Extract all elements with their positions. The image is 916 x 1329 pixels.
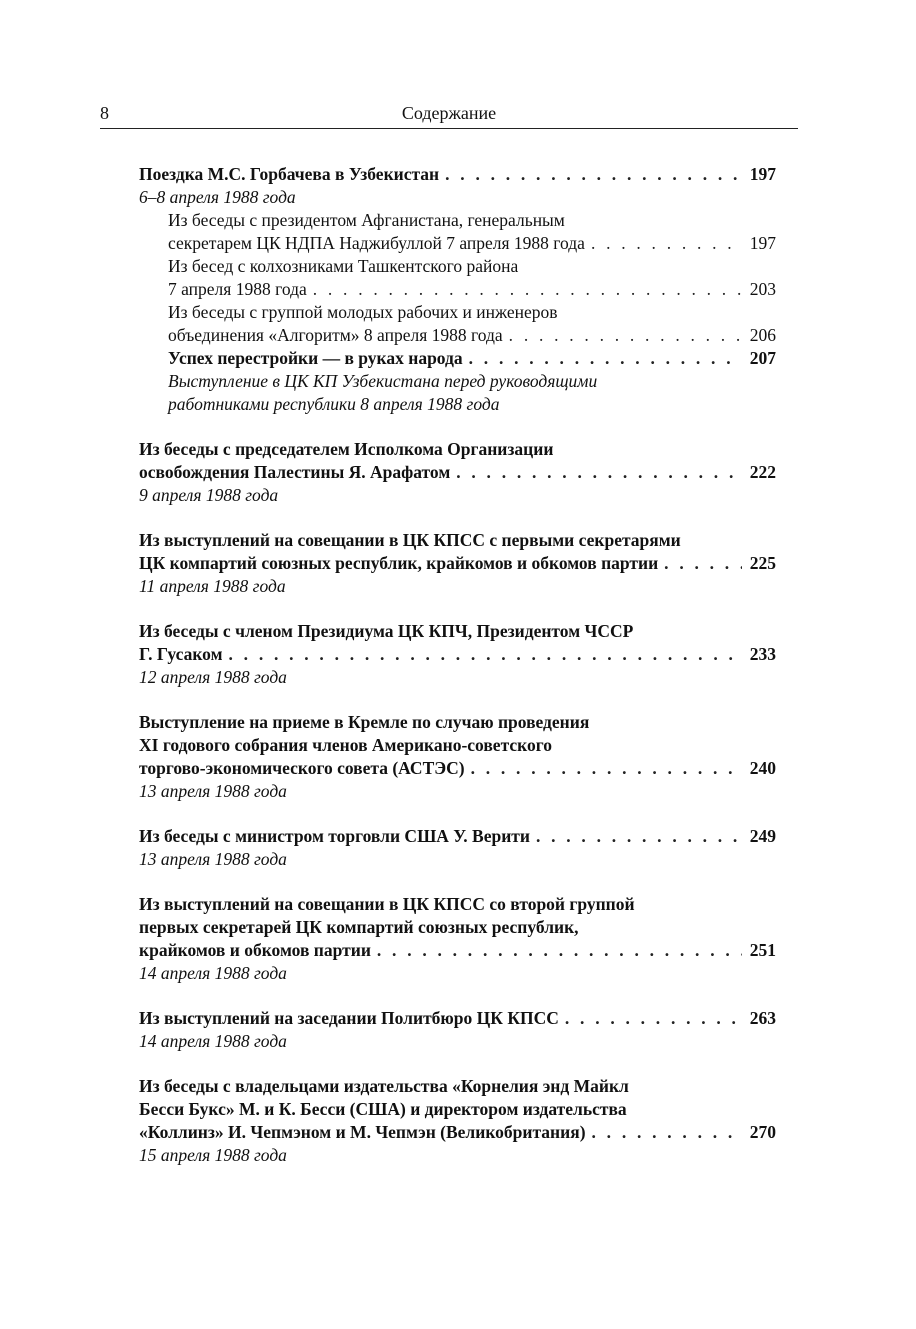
entry-date: 9 апреля 1988 года bbox=[139, 485, 279, 505]
toc-entry bbox=[139, 893, 776, 985]
toc-subentry bbox=[139, 255, 776, 301]
leader-dots bbox=[469, 347, 742, 370]
entry-date: 13 апреля 1988 года bbox=[139, 781, 287, 801]
toc-subentry bbox=[139, 301, 776, 347]
page-ref: 206 bbox=[749, 325, 776, 345]
toc-subentry bbox=[139, 347, 776, 416]
toc-entry bbox=[139, 163, 776, 416]
toc-title-line: Из выступлений на совещании в ЦК КПСС со второй группой bbox=[139, 894, 635, 914]
toc-title-line: Из беседы с членом Президиума ЦК КПЧ, Президентом ЧССР bbox=[139, 621, 634, 641]
entry-date: 14 апреля 1988 года bbox=[139, 963, 287, 983]
subentry-last-line[interactable]: 7 апреля 1988 года . . . 203 bbox=[168, 278, 776, 301]
toc-title-last-line[interactable]: освобождения Палестины Я. Арафатом . . . 222 bbox=[139, 461, 776, 484]
leader-dots bbox=[445, 163, 742, 186]
toc-title-last-line[interactable]: Г. Гусаком . . . 233 bbox=[139, 643, 776, 666]
leader-dots bbox=[592, 1121, 742, 1144]
page-ref: 197 bbox=[749, 164, 776, 184]
toc-title-line: Из беседы с председателем Исполкома Организации bbox=[139, 439, 554, 459]
entry-date: 14 апреля 1988 года bbox=[139, 1031, 287, 1051]
entry-date: 11 апреля 1988 года bbox=[139, 576, 286, 596]
leader-dots bbox=[456, 461, 742, 484]
toc-title-last-line[interactable]: крайкомов и обкомов партии . . . 251 bbox=[139, 939, 776, 962]
leader-dots bbox=[377, 939, 742, 962]
entry-date: 13 апреля 1988 года bbox=[139, 849, 287, 869]
leader-dots bbox=[664, 552, 742, 575]
subentry-line: Из бесед с колхозниками Ташкентского района bbox=[168, 256, 519, 276]
page-ref: 251 bbox=[749, 940, 776, 960]
entry-date: 6–8 апреля 1988 года bbox=[139, 187, 296, 207]
toc-entry bbox=[139, 438, 776, 507]
leader-dots bbox=[313, 278, 742, 301]
leader-dots bbox=[591, 232, 742, 255]
leader-dots bbox=[509, 324, 742, 347]
page-ref: 263 bbox=[749, 1008, 776, 1028]
leader-dots bbox=[229, 643, 742, 666]
toc-title-line: Из выступлений на совещании в ЦК КПСС с первыми секретарями bbox=[139, 530, 681, 550]
toc-title-last-line[interactable]: ЦК компартий союзных республик, крайкомов и обкомов партии . . . 225 bbox=[139, 552, 776, 575]
toc-entry bbox=[139, 1007, 776, 1053]
table-of-contents bbox=[139, 163, 776, 1189]
toc-subentry bbox=[139, 209, 776, 255]
toc-title-line[interactable]: Поездка М.С. Горбачева в Узбекистан . . . 197 bbox=[139, 163, 776, 186]
toc-title-line: первых секретарей ЦК компартий союзных республик, bbox=[139, 917, 579, 937]
toc-entry bbox=[139, 620, 776, 689]
subentry-last-line[interactable]: секретарем ЦК НДПА Наджибуллой 7 апреля 1988 года . . . 197 bbox=[168, 232, 776, 255]
toc-title-last-line[interactable]: торгово-экономического совета (АСТЭС) . . . 240 bbox=[139, 757, 776, 780]
subentry-title-line[interactable]: Успех перестройки — в руках народа . . . 207 bbox=[168, 347, 776, 370]
running-title: Содержание bbox=[401, 103, 497, 123]
subentry-note: Выступление в ЦК КП Узбекистана перед руководящими bbox=[168, 371, 598, 391]
toc-title-line: Бесси Букс» М. и К. Бесси (США) и директором издательства bbox=[139, 1099, 627, 1119]
entry-date: 15 апреля 1988 года bbox=[139, 1145, 287, 1165]
leader-dots bbox=[565, 1007, 742, 1030]
subentry-line: Из беседы с группой молодых рабочих и инженеров bbox=[168, 302, 558, 322]
page-ref: 249 bbox=[749, 826, 776, 846]
page-number: 8 bbox=[100, 103, 109, 123]
toc-entry bbox=[139, 825, 776, 871]
toc-title-line: Из беседы с владельцами издательства «Корнелия энд Майкл bbox=[139, 1076, 629, 1096]
subentry-last-line[interactable]: объединения «Алгоритм» 8 апреля 1988 года . . . 206 bbox=[168, 324, 776, 347]
toc-title-line: XI годового собрания членов Американо-советского bbox=[139, 735, 553, 755]
entry-date: 12 апреля 1988 года bbox=[139, 667, 287, 687]
toc-entry bbox=[139, 711, 776, 803]
toc-entry bbox=[139, 1075, 776, 1167]
toc-title-line: Выступление на приеме в Кремле по случаю проведения bbox=[139, 712, 590, 732]
toc-entry bbox=[139, 529, 776, 598]
page-ref: 233 bbox=[749, 644, 776, 664]
toc-title-line[interactable]: Из выступлений на заседании Политбюро ЦК КПСС . . . 263 bbox=[139, 1007, 776, 1030]
subentry-line: Из беседы с президентом Афганистана, генеральным bbox=[168, 210, 565, 230]
toc-title-last-line[interactable]: «Коллинз» И. Чепмэном и М. Чепмэн (Великобритания) . . . 270 bbox=[139, 1121, 776, 1144]
page-ref: 197 bbox=[749, 233, 776, 253]
page-header bbox=[100, 102, 798, 129]
leader-dots bbox=[536, 825, 742, 848]
toc-title-line[interactable]: Из беседы с министром торговли США У. Верити . . . 249 bbox=[139, 825, 776, 848]
leader-dots bbox=[471, 757, 742, 780]
page-ref: 222 bbox=[749, 462, 776, 482]
page-ref: 207 bbox=[749, 348, 776, 368]
page-ref: 203 bbox=[749, 279, 776, 299]
subentry-note: работниками республики 8 апреля 1988 года bbox=[168, 394, 500, 414]
page-ref: 225 bbox=[749, 553, 776, 573]
page-ref: 240 bbox=[749, 758, 776, 778]
page-ref: 270 bbox=[749, 1122, 776, 1142]
